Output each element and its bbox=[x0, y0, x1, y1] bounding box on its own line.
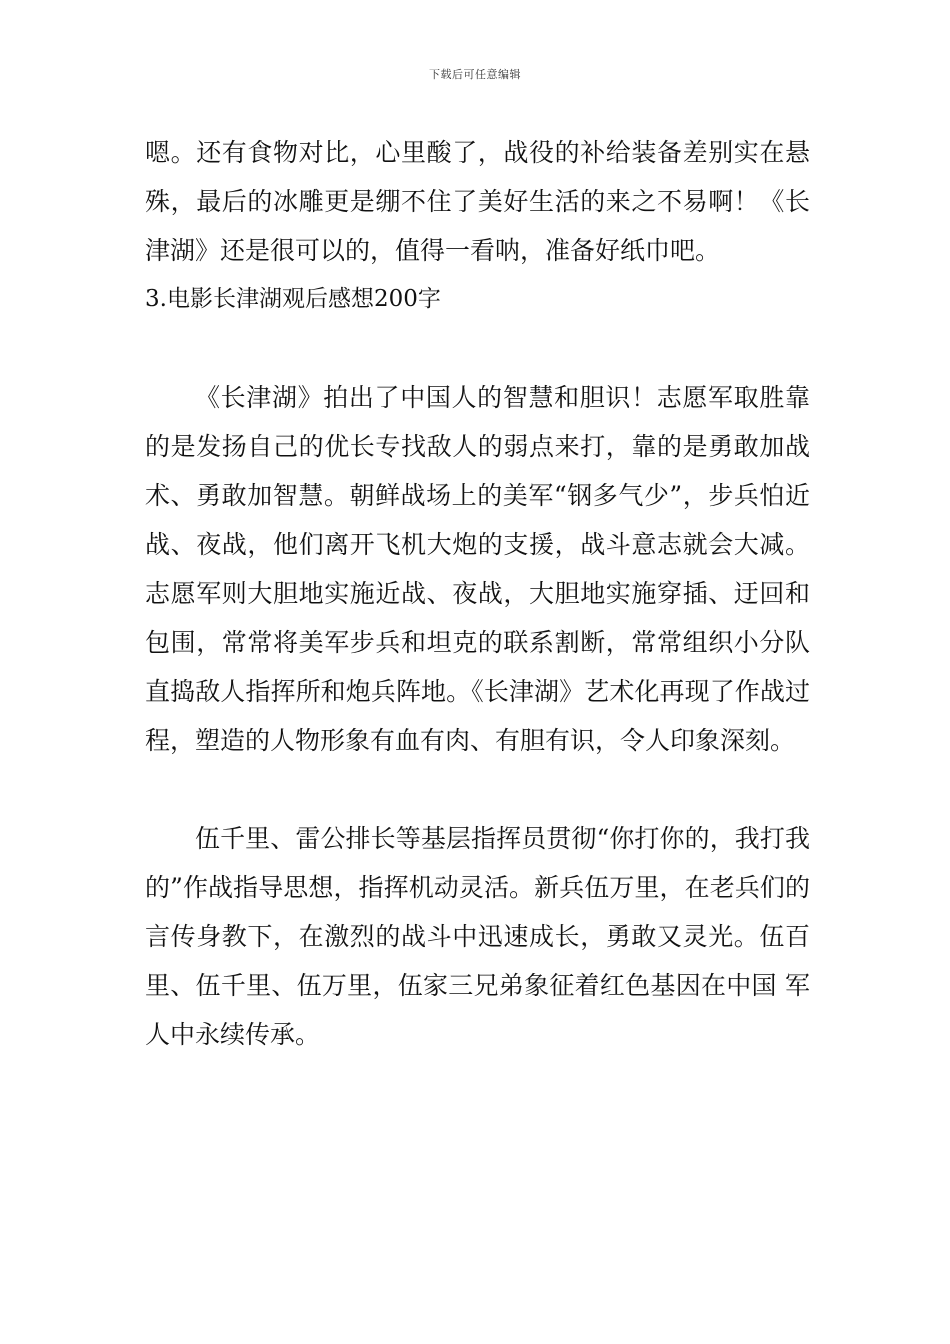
paragraph-3: 伍千里、雷公排长等基层指挥员贯彻“你打你的，我打我的”作战指导思想，指挥机动灵活。新兵伍万里，在老兵们的言传身教下，在激烈的战斗中迅速成长，勇敢又灵光。伍百里、伍千里、伍万里，伍家三兄弟象征着红色基因在中国 军人中永续传承。 bbox=[145, 824, 810, 1049]
document-body bbox=[145, 128, 810, 1059]
paragraph-1: 嗯。还有食物对比，心里酸了，战役的补给装备差别实在悬殊，最后的冰雕更是绷不住了美好生活的来之不易啊！《长津湖》还是很可以的，值得一看呐，准备好纸巾吧。 bbox=[145, 138, 810, 265]
section-heading: 3.电影长津湖观后感想200字 bbox=[145, 286, 441, 312]
header-note: 下载后可任意编辑 bbox=[429, 68, 521, 81]
paragraph-2: 《长津湖》拍出了中国人的智慧和胆识！志愿军取胜靠的是发扬自己的优长专找敌人的弱点来打，靠的是勇敢加战术、勇敢加智慧。朝鲜战场上的美军“钢多气少”，步兵怕近战、夜战，他们离开飞机大炮的支援，战斗意志就会大减。志愿军则大胆地实施近战、夜战，大胆地实施穿插、迂回和包围，常常将美军步兵和坦克的联系割断，常常组织小分队直捣敌人指挥所和炮兵阵地。《长津湖》艺术化再现了作战过程，塑造的人物形象有血有肉、有胆有识，令人印象深刻。 bbox=[145, 383, 810, 755]
